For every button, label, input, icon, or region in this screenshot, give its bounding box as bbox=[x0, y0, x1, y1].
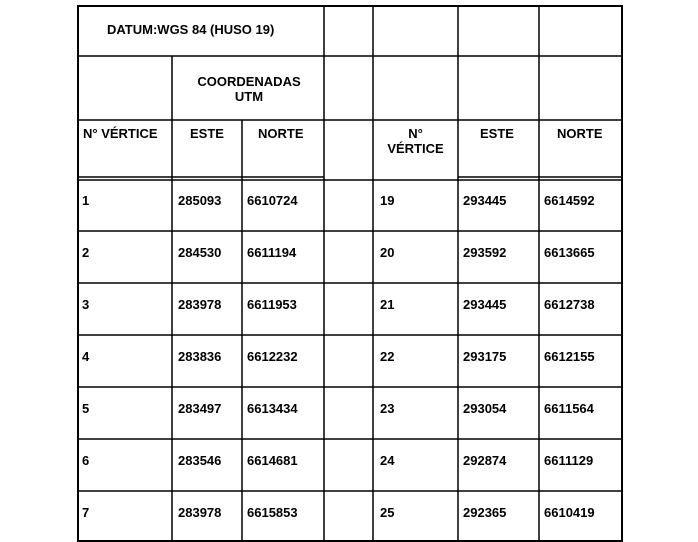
cell-vertice-right: 23 bbox=[380, 401, 395, 416]
cell-vertice-right: 19 bbox=[380, 193, 395, 208]
cell-este-left: 284530 bbox=[178, 245, 222, 260]
cell-vertice-right: 21 bbox=[380, 297, 395, 312]
cell-este-right: 293445 bbox=[463, 193, 507, 208]
cell-este-right: 293054 bbox=[463, 401, 507, 416]
cell-norte-left: 6615853 bbox=[247, 505, 298, 520]
cell-vertice-left: 5 bbox=[82, 401, 90, 416]
cell-este-left: 283978 bbox=[178, 297, 222, 312]
cell-vertice-left: 4 bbox=[82, 349, 90, 364]
cell-vertice-left: 7 bbox=[82, 505, 90, 520]
col-header-vertice-right bbox=[373, 126, 458, 156]
cell-norte-right: 6614592 bbox=[544, 193, 595, 208]
cell-este-left: 285093 bbox=[178, 193, 222, 208]
cell-este-right: 293175 bbox=[463, 349, 507, 364]
cell-norte-left: 6614681 bbox=[247, 453, 298, 468]
col-header-vertice-right-line2: VÉRTICE bbox=[387, 141, 444, 156]
cell-vertice-right: 25 bbox=[380, 505, 395, 520]
cell-vertice-right: 20 bbox=[380, 245, 395, 260]
coordenadas-label bbox=[174, 74, 324, 104]
cell-vertice-left: 3 bbox=[82, 297, 90, 312]
coordinates-table bbox=[77, 5, 623, 542]
cell-norte-left: 6613434 bbox=[247, 401, 298, 416]
cell-vertice-left: 6 bbox=[82, 453, 90, 468]
col-header-vertice-right-line1: N° bbox=[408, 126, 423, 141]
cell-este-right: 293445 bbox=[463, 297, 507, 312]
cell-norte-right: 6611564 bbox=[544, 401, 594, 416]
cell-norte-right: 6612155 bbox=[544, 349, 595, 364]
cell-este-right: 292874 bbox=[463, 453, 507, 468]
cell-este-left: 283978 bbox=[178, 505, 222, 520]
cell-este-right: 293592 bbox=[463, 245, 507, 260]
cell-este-right: 292365 bbox=[463, 505, 507, 520]
cell-este-left: 283546 bbox=[178, 453, 222, 468]
col-header-este-right: ESTE bbox=[480, 126, 514, 141]
cell-vertice-right: 24 bbox=[380, 453, 395, 468]
cell-norte-right: 6610419 bbox=[544, 505, 595, 520]
cell-norte-left: 6611194 bbox=[247, 245, 297, 260]
cell-norte-right: 6612738 bbox=[544, 297, 595, 312]
cell-norte-right: 6611129 bbox=[544, 453, 594, 468]
cell-este-left: 283497 bbox=[178, 401, 222, 416]
coordenadas-label-line1: COORDENADAS bbox=[197, 74, 301, 89]
cell-vertice-left: 1 bbox=[82, 193, 90, 208]
cell-norte-right: 6613665 bbox=[544, 245, 595, 260]
col-header-vertice-left: N° VÉRTICE bbox=[83, 126, 158, 141]
coordenadas-label-line2: UTM bbox=[234, 89, 264, 104]
cell-norte-left: 6611953 bbox=[247, 297, 297, 312]
cell-norte-left: 6612232 bbox=[247, 349, 298, 364]
table-grid bbox=[77, 5, 623, 542]
cell-vertice-left: 2 bbox=[82, 245, 90, 260]
col-header-norte-right: NORTE bbox=[557, 126, 603, 141]
col-header-norte-left: NORTE bbox=[258, 126, 304, 141]
cell-este-left: 283836 bbox=[178, 349, 222, 364]
col-header-este-left: ESTE bbox=[190, 126, 224, 141]
datum-label: DATUM:WGS 84 (HUSO 19) bbox=[107, 22, 275, 37]
cell-vertice-right: 22 bbox=[380, 349, 395, 364]
cell-norte-left: 6610724 bbox=[247, 193, 298, 208]
